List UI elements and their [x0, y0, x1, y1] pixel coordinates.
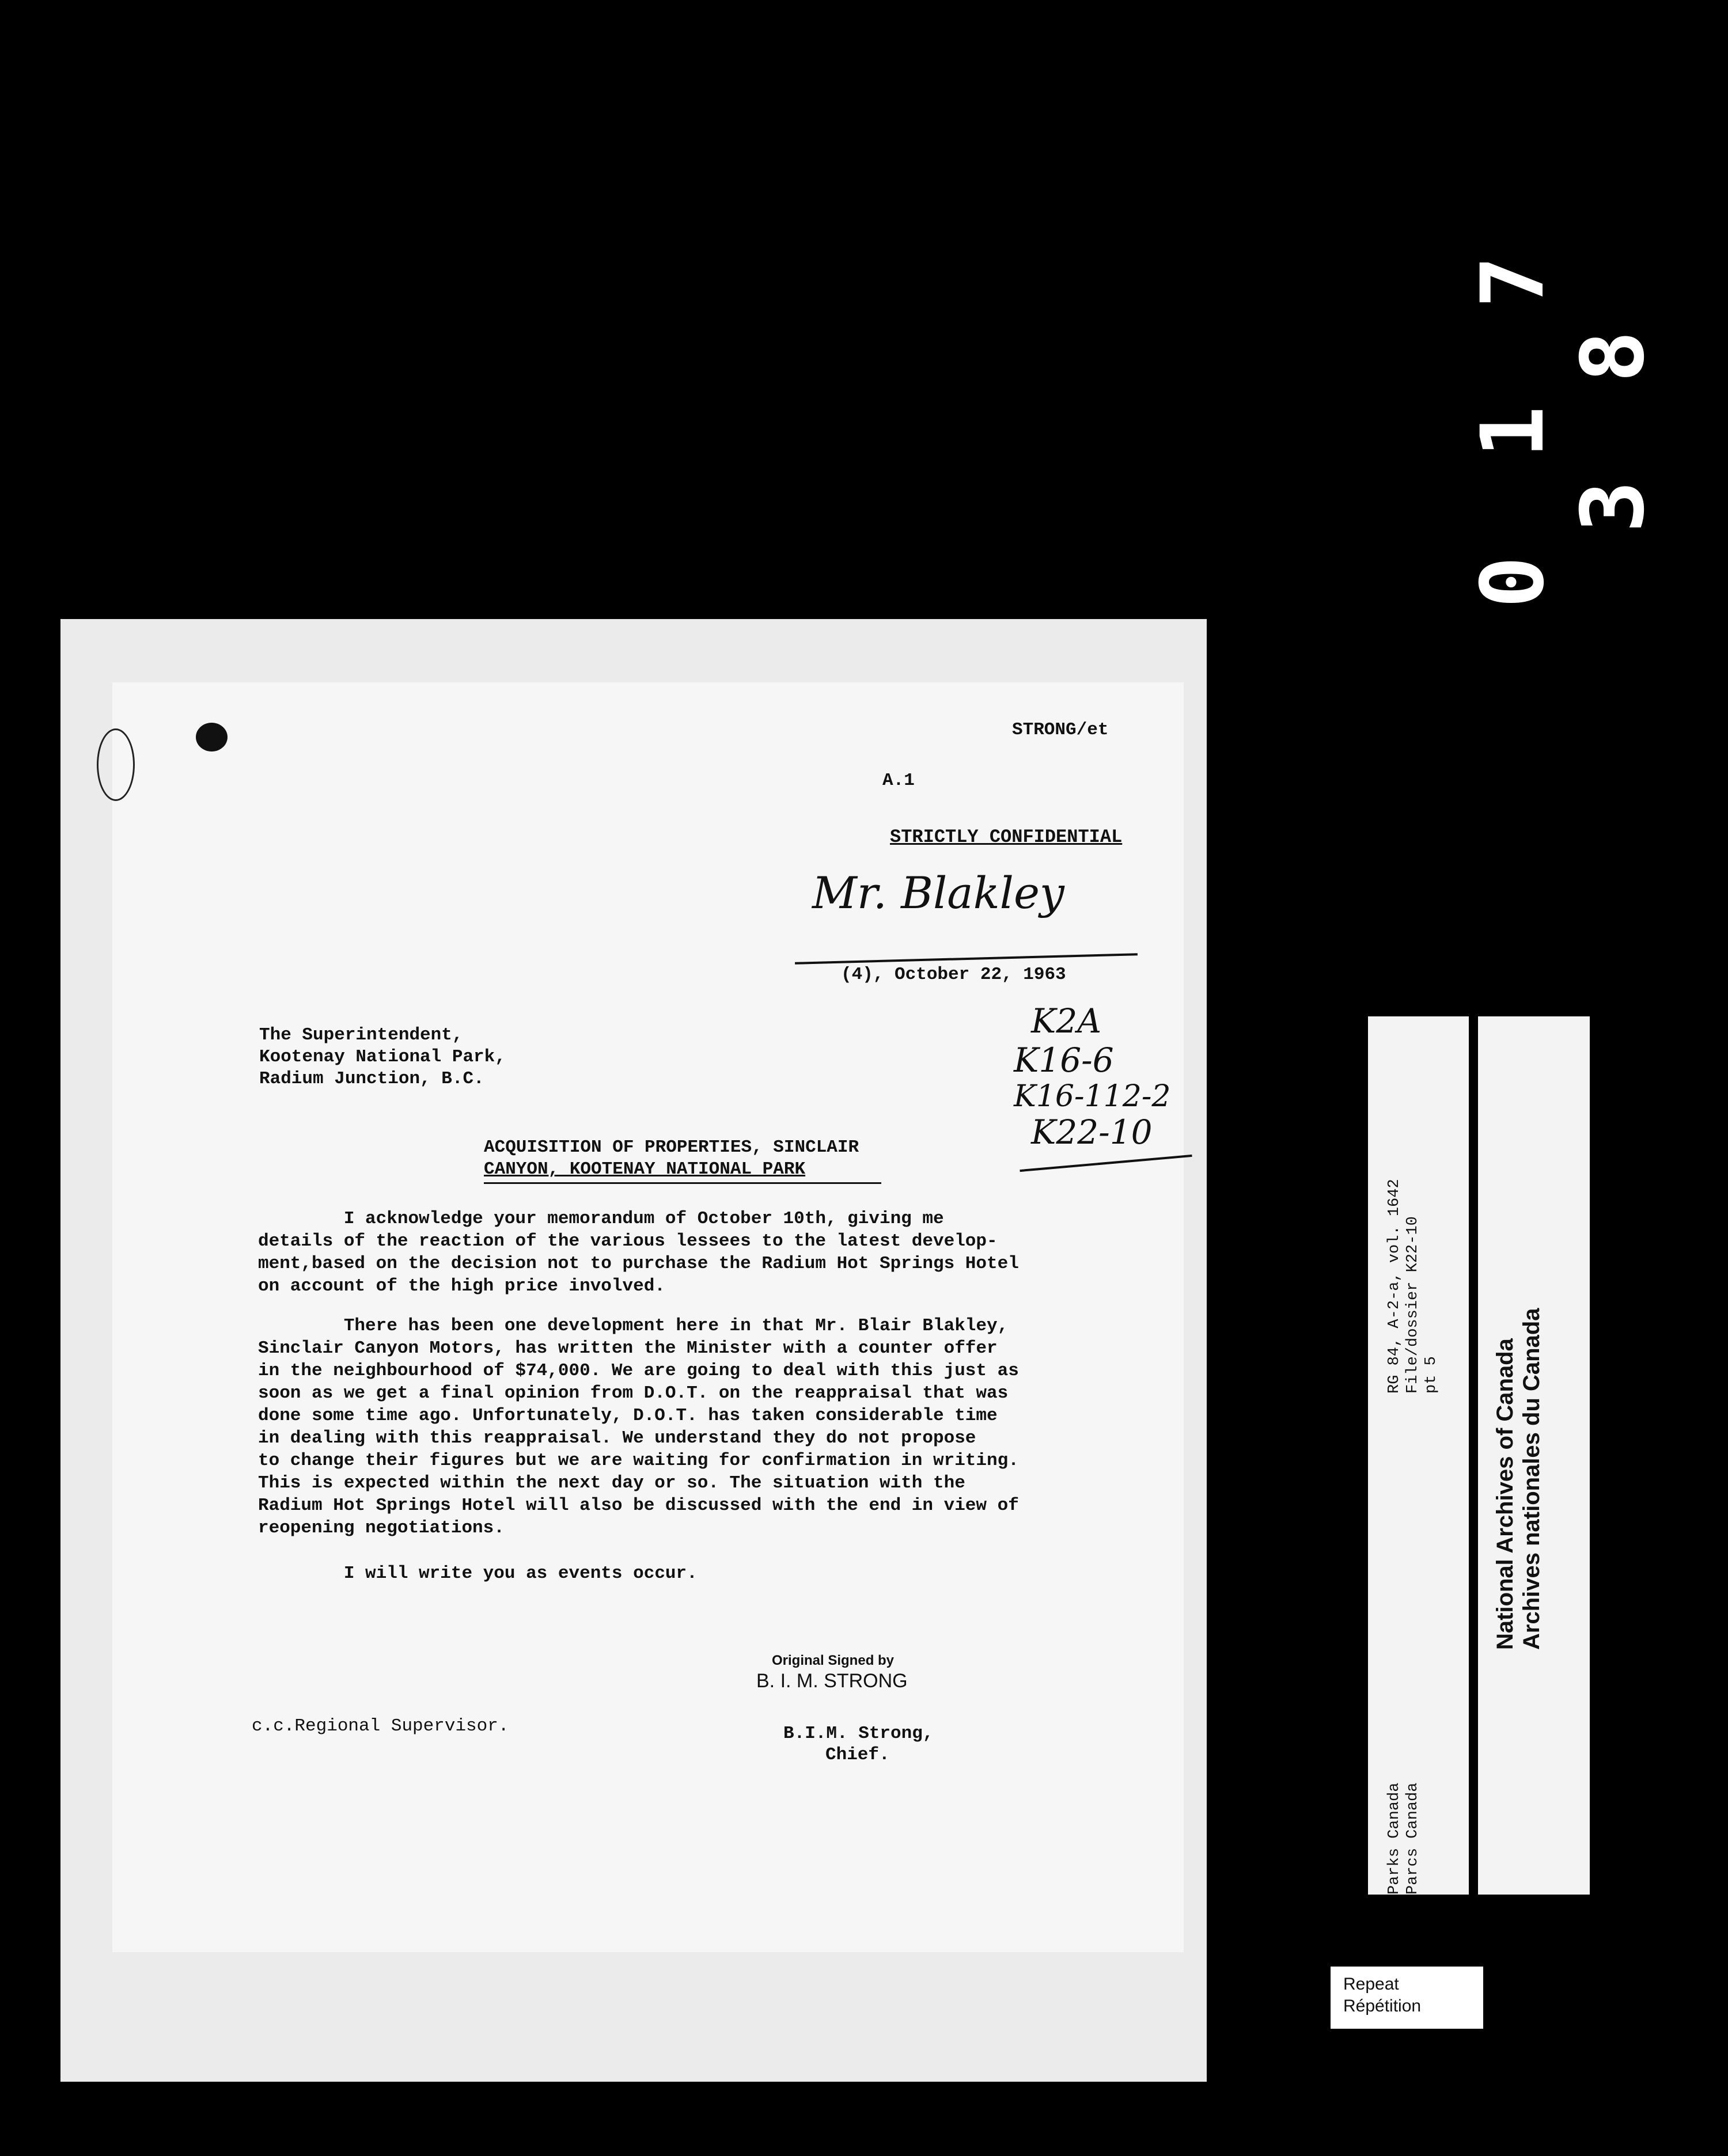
archive-reference-line: pt 5: [1423, 1356, 1440, 1394]
archive-institution-fr: Archives nationales du Canada: [1519, 1308, 1544, 1650]
signature-stamp-caption: Original Signed by: [772, 1653, 895, 1668]
file-code: A.1: [882, 770, 915, 791]
carbon-copy: c.c.Regional Supervisor.: [252, 1716, 509, 1736]
handwritten-addressee-note: Mr. Blakley: [812, 867, 1064, 918]
signatory-name: B.I.M. Strong,: [783, 1724, 934, 1744]
file-reference: K16-6: [1014, 1041, 1114, 1080]
archive-reference-line: File/dossier K22-10: [1404, 1216, 1422, 1394]
file-reference: K2A: [1031, 1001, 1102, 1041]
signature-stamp-name: B. I. M. STRONG: [756, 1670, 908, 1692]
body-paragraph: There has been one development here in that Mr. Blair Blakley, Sinclair Canyon Motors, has written the Minister with a counter offer in the neighbourhood of $74,000. We are going to deal with this just as soon as we get a final opinion from D.O.T. on the reappraisal that was done some time ago. Unfortunately, D.O.T. has taken considerable time in dealing with this reappraisal. We understand they do not propose to change their figures but we are waiting for confirmation in writing. This is expected within the next day or so. The situation with the Radium Hot Springs Hotel will also be discussed with the end in view of reopening negotiations.: [258, 1316, 1019, 1538]
recipient-line: Radium Junction, B.C.: [259, 1069, 484, 1089]
subject-underline: [484, 1182, 881, 1184]
repeat-stamp: [1331, 1967, 1483, 2029]
archive-reference-line: RG 84, A-2-a, vol. 1642: [1386, 1179, 1403, 1394]
archive-source-en: Parks Canada: [1386, 1782, 1403, 1895]
recipient-line: Kootenay National Park,: [259, 1047, 506, 1067]
frame-number: 0 1 7 3 8: [1463, 233, 1663, 608]
reference-date: (4), October 22, 1963: [841, 965, 1066, 985]
typist-initials: STRONG/et: [1012, 720, 1109, 740]
repeat-stamp-line: Répétition: [1343, 1996, 1422, 2015]
archive-reference: [1385, 1071, 1441, 1394]
archive-institution: [1492, 1258, 1545, 1650]
repeat-stamp-line: Repeat: [1343, 1975, 1399, 1994]
archive-source: [1385, 1728, 1422, 1895]
subject-line: ACQUISITION OF PROPERTIES, SINCLAIR: [484, 1137, 859, 1157]
subject-line: CANYON, KOOTENAY NATIONAL PARK: [484, 1159, 806, 1179]
archive-institution-en: National Archives of Canada: [1492, 1338, 1518, 1650]
file-reference: K22-10: [1031, 1113, 1153, 1152]
margin-circle-mark: [97, 728, 135, 801]
signatory-title: Chief.: [825, 1745, 890, 1765]
ink-blot: [196, 723, 228, 751]
archive-source-fr: Parcs Canada: [1404, 1782, 1422, 1895]
body-paragraph: I will write you as events occur.: [258, 1563, 698, 1584]
recipient-line: The Superintendent,: [259, 1025, 463, 1045]
classification-label: STRICTLY CONFIDENTIAL: [890, 826, 1123, 848]
body-paragraph: I acknowledge your memorandum of October 10th, giving me details of the reaction of the various lessees to the latest develop- ment,based on the decision not to purchase the Radium Hot Springs Hotel on account of the high price involved.: [258, 1209, 1019, 1296]
file-reference: K16-112-2: [1014, 1079, 1171, 1114]
archive-label-divider: [1469, 1016, 1478, 1895]
